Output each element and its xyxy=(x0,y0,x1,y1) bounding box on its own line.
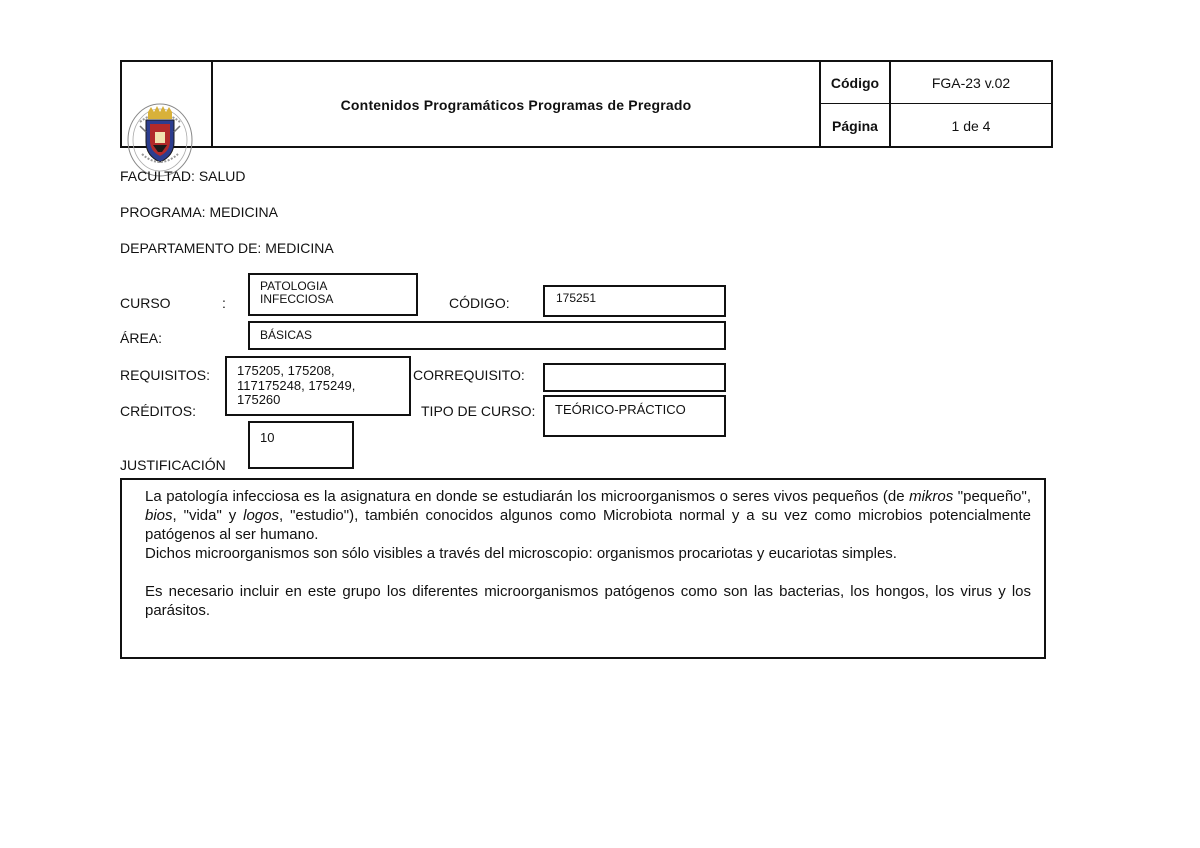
pagina-value: 1 de 4 xyxy=(951,117,991,134)
paragraph-text: Dichos microorganismos son sólo visibles a través del microscopio: organismos procariotas y eucariotas simples. xyxy=(145,545,897,562)
codigo-field-value: 175251 xyxy=(556,291,597,305)
pagina-label: Página xyxy=(832,117,878,134)
requisitos-label: REQUISITOS: xyxy=(120,367,210,383)
codigo-field-label: CÓDIGO: xyxy=(449,295,510,311)
curso-label: CURSO xyxy=(120,295,171,311)
paragraph-text: , "estudio"), también conocidos algunos como Microbiota normal y a su vez como microbios potencialmente patógenos al ser humano. xyxy=(145,507,1031,543)
departamento-label: DEPARTAMENTO DE: MEDICINA xyxy=(120,240,334,256)
paragraph-italic: mikros xyxy=(909,488,954,505)
area-label: ÁREA: xyxy=(120,330,163,346)
justificacion-label: JUSTIFICACIÓN xyxy=(120,457,226,473)
requisitos-field xyxy=(225,356,411,416)
university-seal-icon xyxy=(126,98,196,178)
justificacion-text xyxy=(145,487,1031,620)
document-title: Contenidos Programáticos Programas de Pregrado xyxy=(340,97,692,113)
curso-value: PATOLOGIA INFECCIOSA xyxy=(260,279,334,306)
area-field xyxy=(248,321,726,350)
justificacion-box xyxy=(120,478,1046,659)
correquisito-label: CORREQUISITO: xyxy=(413,367,525,383)
header-row-divider xyxy=(819,103,1051,104)
programa-label: PROGRAMA: MEDICINA xyxy=(120,204,278,220)
curso-field xyxy=(248,273,418,316)
correquisito-field xyxy=(543,363,726,392)
tipo-curso-value: TEÓRICO-PRÁCTICO xyxy=(555,402,686,417)
tipo-curso-field xyxy=(543,395,726,437)
creditos-field xyxy=(248,421,354,469)
paragraph-text: , "vida" y xyxy=(172,507,244,524)
curso-colon: : xyxy=(222,295,226,311)
paragraph-text: La patología infecciosa es la asignatura en donde se estudiarán los microorganismos o seres vivos pequeños (de xyxy=(145,488,910,505)
justificacion-paragraph: Es necesario incluir en este grupo los diferentes microorganismos patógenos como son las bacterias, los hongos, los virus y los parásitos. xyxy=(145,583,1031,619)
paragraph-text: "pequeño", xyxy=(953,488,1031,505)
paragraph-italic: bios xyxy=(145,507,173,524)
creditos-label: CRÉDITOS: xyxy=(120,403,196,419)
codigo-field xyxy=(543,285,726,317)
header-table xyxy=(120,60,1053,148)
justificacion-paragraph xyxy=(145,487,1031,563)
area-value: BÁSICAS xyxy=(260,328,313,342)
paragraph-italic: logos xyxy=(243,507,279,524)
tipo-curso-label: TIPO DE CURSO: xyxy=(421,403,536,419)
facultad-label: FACULTAD: SALUD xyxy=(120,168,246,184)
requisitos-value: 175205, 175208, 117175248, 175249, 175260 xyxy=(237,363,356,407)
codigo-value: FGA-23 v.02 xyxy=(931,74,1011,91)
codigo-label: Código xyxy=(830,74,880,91)
creditos-value: 10 xyxy=(260,430,275,445)
